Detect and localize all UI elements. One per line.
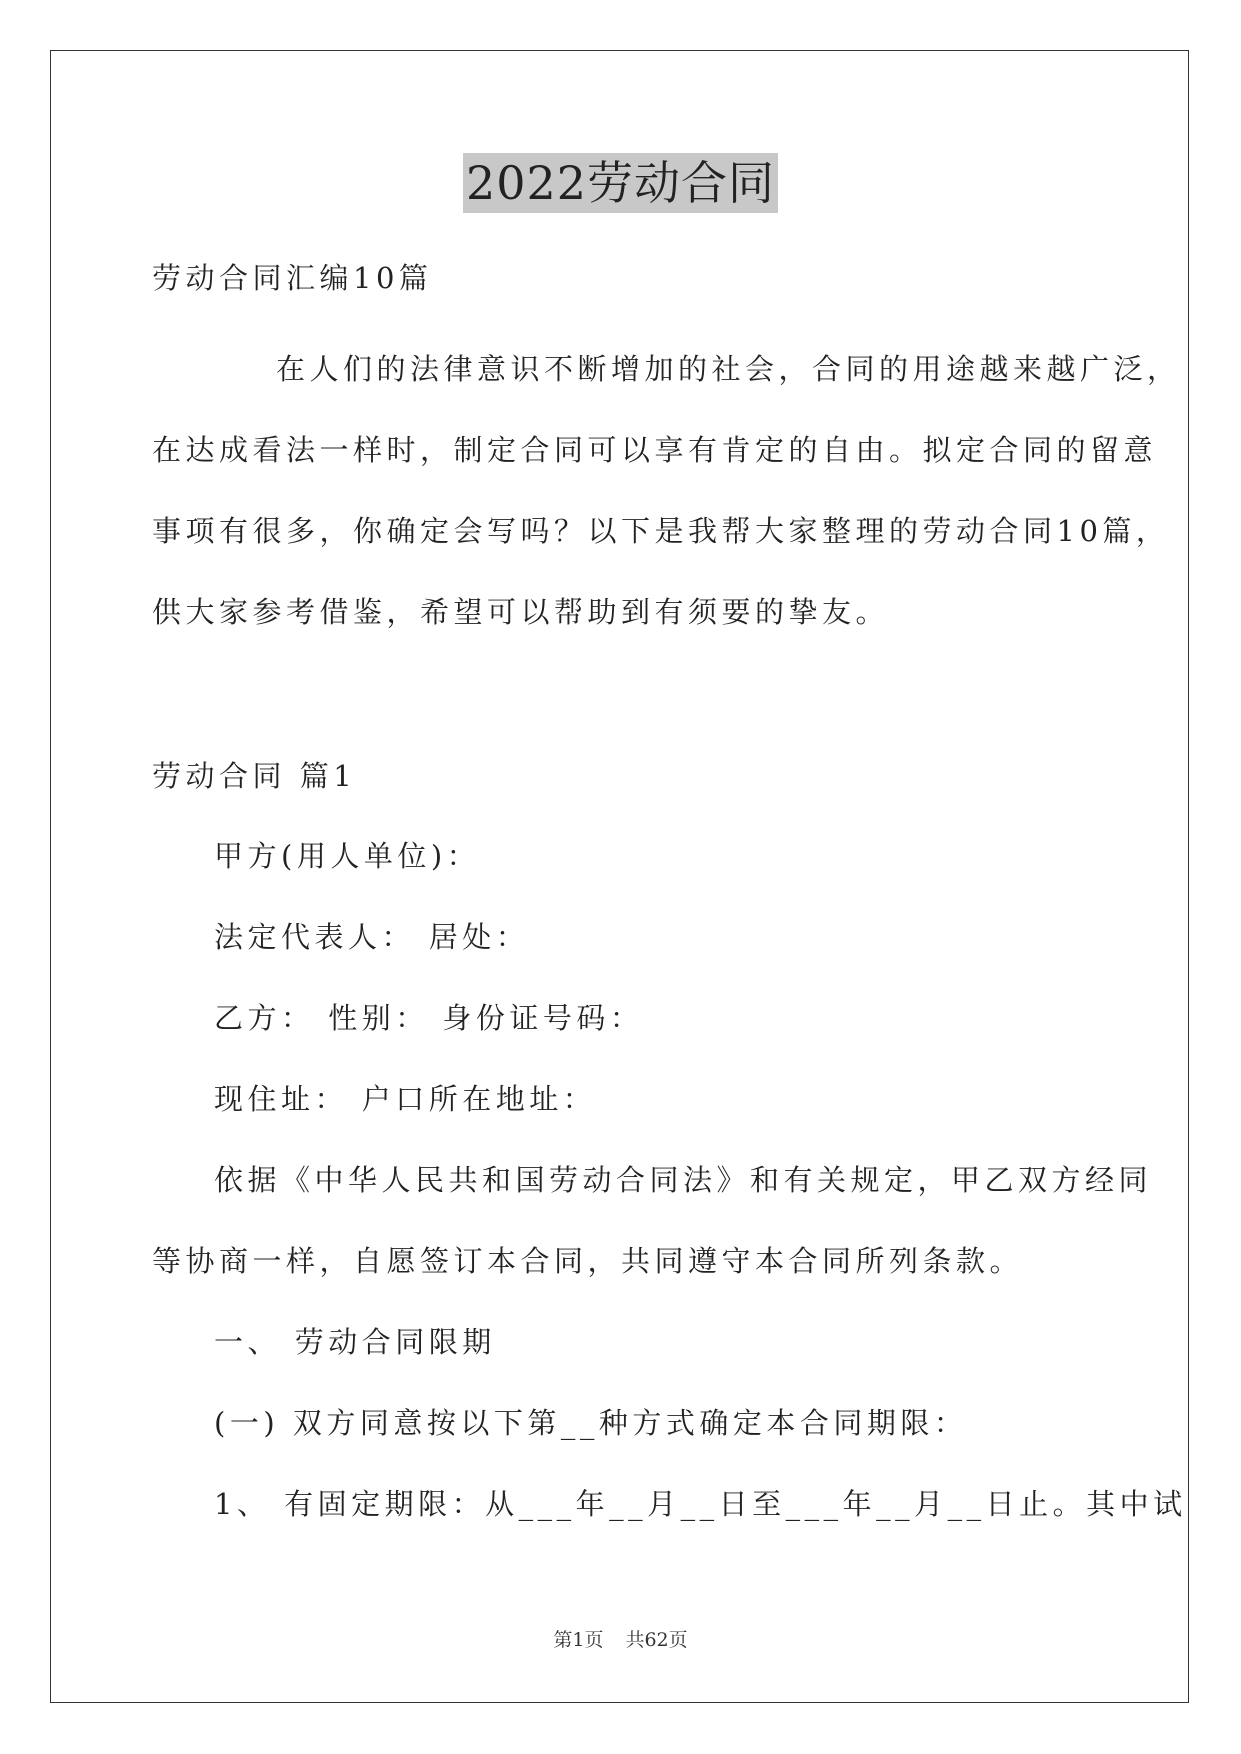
document-title-wrapper [0, 153, 1241, 213]
field-line: 现住址： 户口所在地址： [214, 1082, 597, 1116]
paragraph-line: 依据《中华人民共和国劳动合同法》和有关规定，甲乙双方经同 [214, 1163, 1153, 1197]
paragraph-line: 在达成看法一样时，制定合同可以享有肯定的自由。拟定合同的留意 [152, 433, 1158, 467]
page-total: 共62页 [625, 1629, 688, 1651]
paragraph-line: 在人们的法律意识不断增加的社会，合同的用途越来越广泛， [276, 352, 1181, 386]
section-heading: 劳动合同 篇1 [152, 759, 357, 793]
page-number: 第1页 [553, 1629, 604, 1651]
paragraph-line: 等协商一样，自愿签订本合同，共同遵守本合同所列条款。 [152, 1244, 1024, 1278]
paragraph-line: 供大家参考借鉴，希望可以帮助到有须要的挚友。 [152, 595, 890, 629]
field-line: 甲方(用人单位)： [214, 839, 481, 873]
field-line: 乙方： 性别： 身份证号码： [214, 1001, 644, 1035]
paragraph-line: 事项有很多，你确定会写吗？以下是我帮大家整理的劳动合同10篇， [152, 514, 1170, 548]
field-line: 法定代表人： 居处： [214, 920, 530, 954]
clause-heading: 一、 劳动合同限期 [214, 1325, 496, 1359]
page-footer [0, 1625, 1241, 1652]
subtitle: 劳动合同汇编10篇 [152, 261, 433, 295]
document-title: 2022劳动合同 [463, 153, 778, 213]
clause-line: (一) 双方同意按以下第__种方式确定本合同期限： [214, 1406, 968, 1440]
clause-line: 1、 有固定期限：从___年__月__日至___年__月__日止。其中试 [214, 1487, 1187, 1521]
